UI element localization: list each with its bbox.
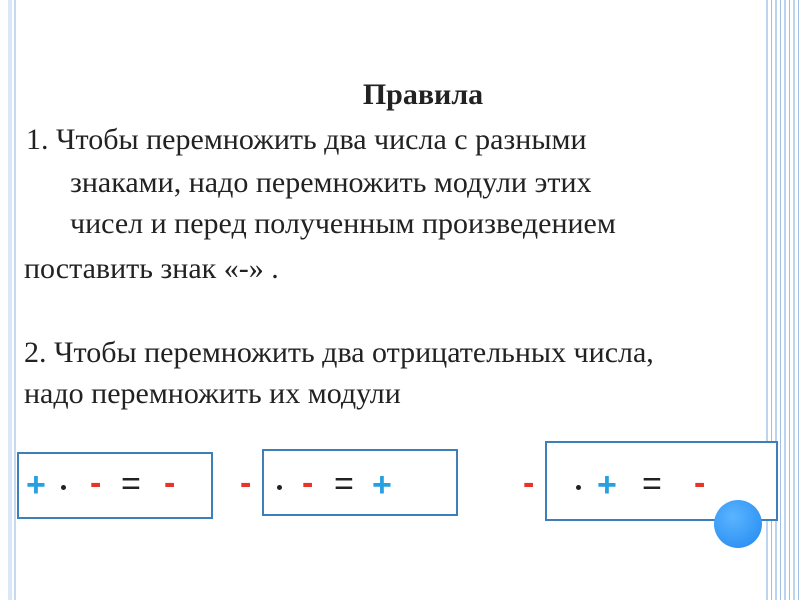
formula2-equals: = — [334, 465, 354, 503]
formula2-factor-b: - — [302, 464, 314, 502]
formula-box-2 — [262, 449, 458, 516]
formula3-equals: = — [642, 465, 662, 503]
formula3-factor-b: + — [597, 466, 617, 504]
formula2-multiply-dot — [277, 485, 282, 490]
formula2-result: + — [372, 466, 392, 504]
rule1-line1: 1. Чтобы перемножить два числа с разными — [26, 123, 587, 156]
formula1-equals: = — [121, 465, 141, 503]
formula3-multiply-dot — [576, 485, 581, 490]
formula-box-1 — [17, 452, 213, 519]
formula3-factor-a: - — [523, 464, 535, 502]
formula1-factor-b: - — [90, 464, 102, 502]
formula2-factor-a: - — [240, 464, 252, 502]
slide-title: Правила — [362, 78, 484, 111]
rule2-line2: надо перемножить их модули — [24, 377, 401, 410]
formula1-factor-a: + — [26, 466, 46, 504]
rule1-line2: знаками, надо перемножить модули этих — [70, 166, 592, 199]
formula1-result: - — [164, 464, 176, 502]
formula1-multiply-dot — [61, 485, 66, 490]
rule2-line1: 2. Чтобы перемножить два отрицательных числа, — [24, 336, 654, 369]
rule1-line4: поставить знак «-» . — [24, 252, 279, 285]
rule1-line3: чисел и перед полученным произведением — [70, 207, 616, 240]
decorative-circle — [714, 500, 762, 548]
formula3-result: - — [694, 464, 706, 502]
